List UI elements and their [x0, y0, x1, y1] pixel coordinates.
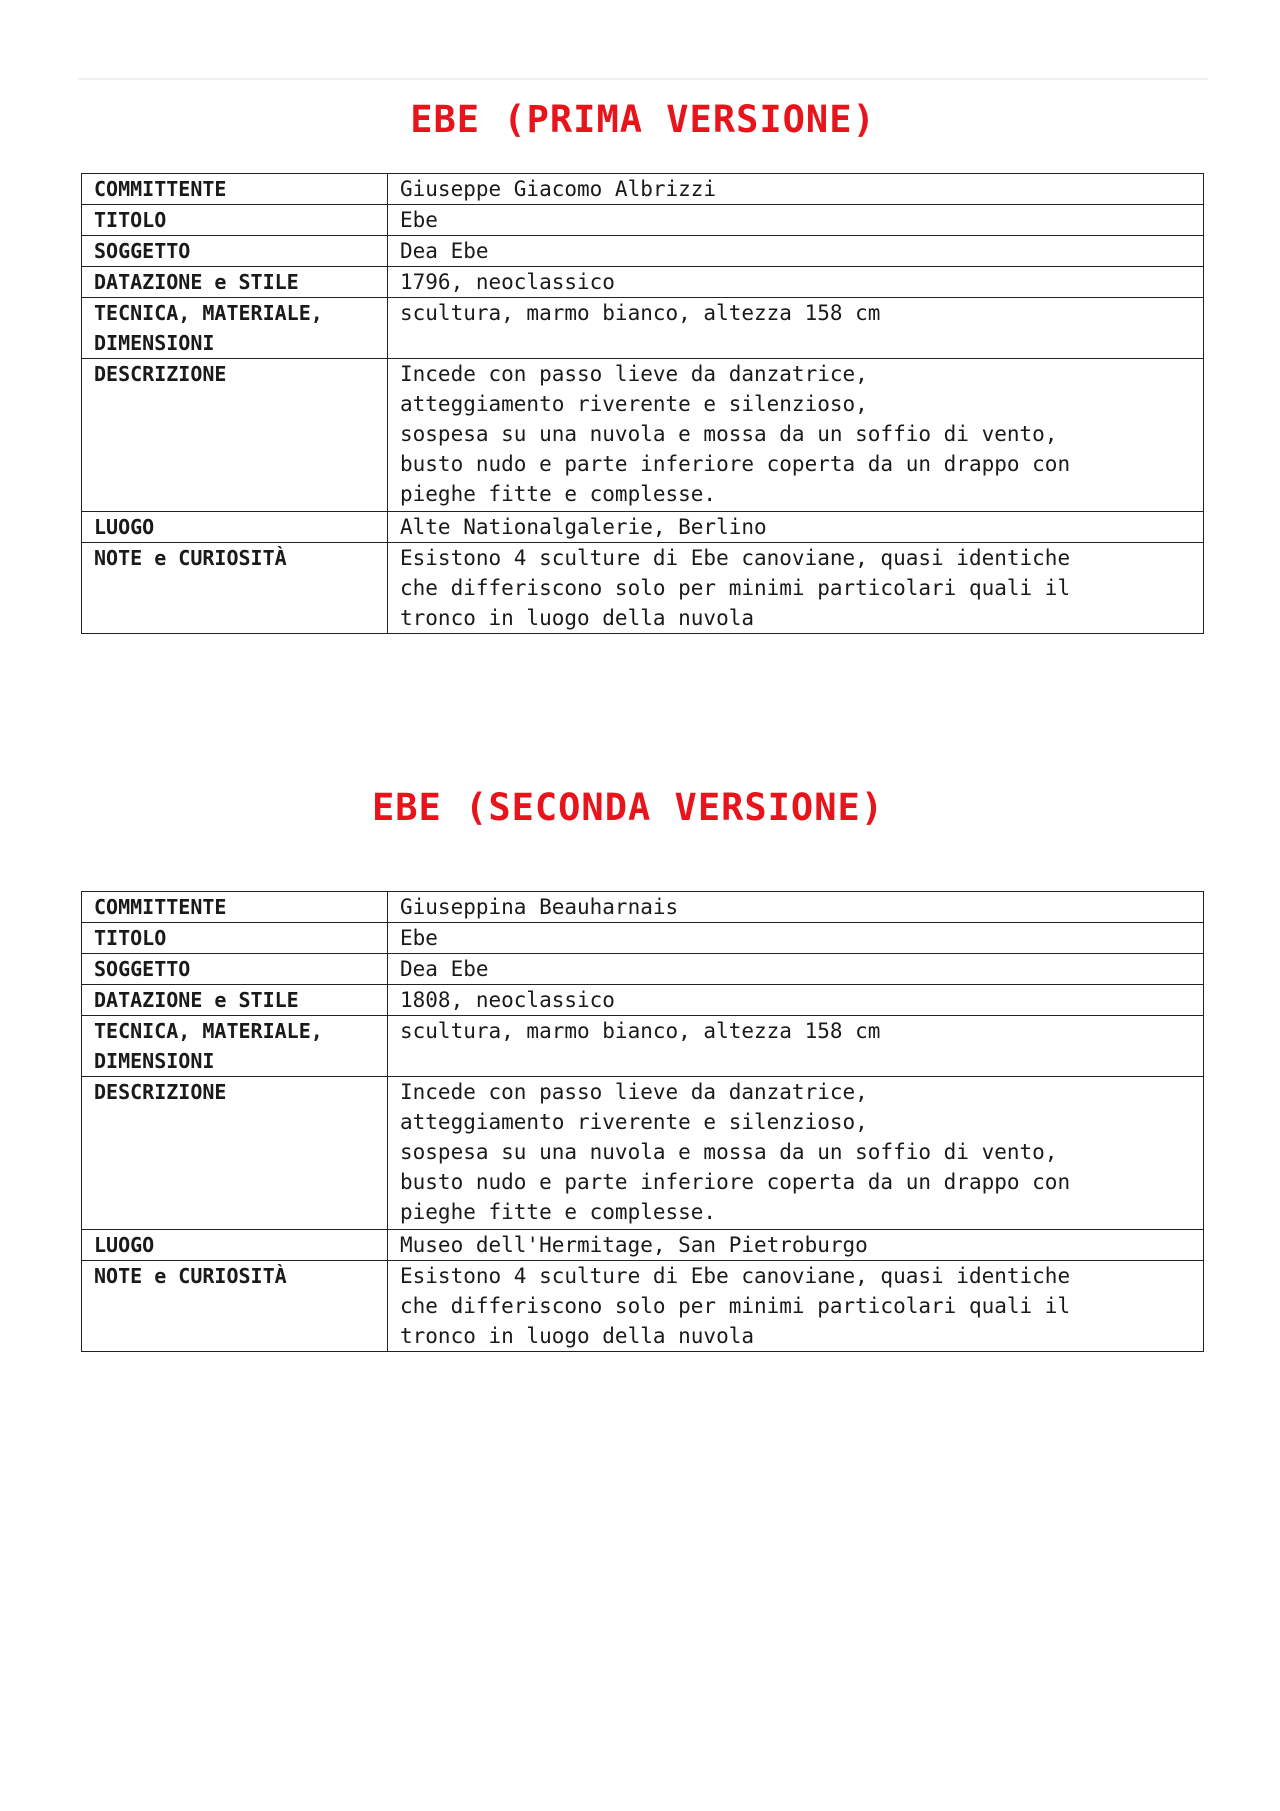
section-title: EBE (PRIMA VERSIONE) — [410, 98, 876, 141]
row-value: Ebe — [388, 205, 1204, 236]
table-row-luogo — [82, 1230, 1204, 1261]
row-value: Incede con passo lieve da danzatrice, atteggiamento riverente e silenzioso, sospesa su una nuvola e mossa da un soffio di vento, busto nudo e parte inferiore coperta da un drappo con pieghe fitte e complesse. — [388, 359, 1204, 512]
table-row-descrizione — [82, 1077, 1204, 1230]
row-label: SOGGETTO — [82, 954, 388, 985]
section-title: EBE (SECONDA VERSIONE) — [371, 786, 885, 829]
table-row-committente — [82, 174, 1204, 205]
row-value: Esistono 4 sculture di Ebe canoviane, quasi identiche che differiscono solo per minimi particolari quali il tronco in luogo della nuvola — [388, 543, 1204, 634]
section-seconda-versione — [0, 778, 1280, 1348]
info-table — [81, 891, 1204, 1352]
row-value: Giuseppe Giacomo Albrizzi — [388, 174, 1204, 205]
section-prima-versione — [0, 90, 1280, 630]
row-label: DESCRIZIONE — [82, 359, 388, 512]
table-row-descrizione — [82, 359, 1204, 512]
row-label: TITOLO — [82, 923, 388, 954]
row-label: LUOGO — [82, 1230, 388, 1261]
row-label: NOTE e CURIOSITÀ — [82, 1261, 388, 1352]
table-row-titolo — [82, 923, 1204, 954]
row-label: COMMITTENTE — [82, 892, 388, 923]
row-value: Incede con passo lieve da danzatrice, atteggiamento riverente e silenzioso, sospesa su una nuvola e mossa da un soffio di vento, busto nudo e parte inferiore coperta da un drappo con pieghe fitte e complesse. — [388, 1077, 1204, 1230]
table-row-committente — [82, 892, 1204, 923]
table-row-luogo — [82, 512, 1204, 543]
row-value: Dea Ebe — [388, 236, 1204, 267]
row-value: 1796, neoclassico — [388, 267, 1204, 298]
row-value: Giuseppina Beauharnais — [388, 892, 1204, 923]
page-top-rule — [78, 78, 1208, 80]
row-value: scultura, marmo bianco, altezza 158 cm — [388, 1016, 1204, 1077]
table-row-datazione — [82, 985, 1204, 1016]
row-label: SOGGETTO — [82, 236, 388, 267]
row-label: DATAZIONE e STILE — [82, 267, 388, 298]
row-value: Alte Nationalgalerie, Berlino — [388, 512, 1204, 543]
row-value: Ebe — [388, 923, 1204, 954]
table-row-tecnica — [82, 1016, 1204, 1077]
row-value: Museo dell'Hermitage, San Pietroburgo — [388, 1230, 1204, 1261]
info-table — [81, 173, 1204, 634]
table-row-titolo — [82, 205, 1204, 236]
row-label: LUOGO — [82, 512, 388, 543]
table-row-note — [82, 543, 1204, 634]
table-row-note — [82, 1261, 1204, 1352]
row-label: TITOLO — [82, 205, 388, 236]
row-value: scultura, marmo bianco, altezza 158 cm — [388, 298, 1204, 359]
row-label: NOTE e CURIOSITÀ — [82, 543, 388, 634]
row-label: TECNICA, MATERIALE, DIMENSIONI — [82, 298, 388, 359]
row-label: DESCRIZIONE — [82, 1077, 388, 1230]
row-value: 1808, neoclassico — [388, 985, 1204, 1016]
table-row-datazione — [82, 267, 1204, 298]
row-value: Esistono 4 sculture di Ebe canoviane, quasi identiche che differiscono solo per minimi particolari quali il tronco in luogo della nuvola — [388, 1261, 1204, 1352]
row-label: DATAZIONE e STILE — [82, 985, 388, 1016]
table-row-soggetto — [82, 954, 1204, 985]
table-row-tecnica — [82, 298, 1204, 359]
table-row-soggetto — [82, 236, 1204, 267]
row-label: TECNICA, MATERIALE, DIMENSIONI — [82, 1016, 388, 1077]
row-label: COMMITTENTE — [82, 174, 388, 205]
row-value: Dea Ebe — [388, 954, 1204, 985]
